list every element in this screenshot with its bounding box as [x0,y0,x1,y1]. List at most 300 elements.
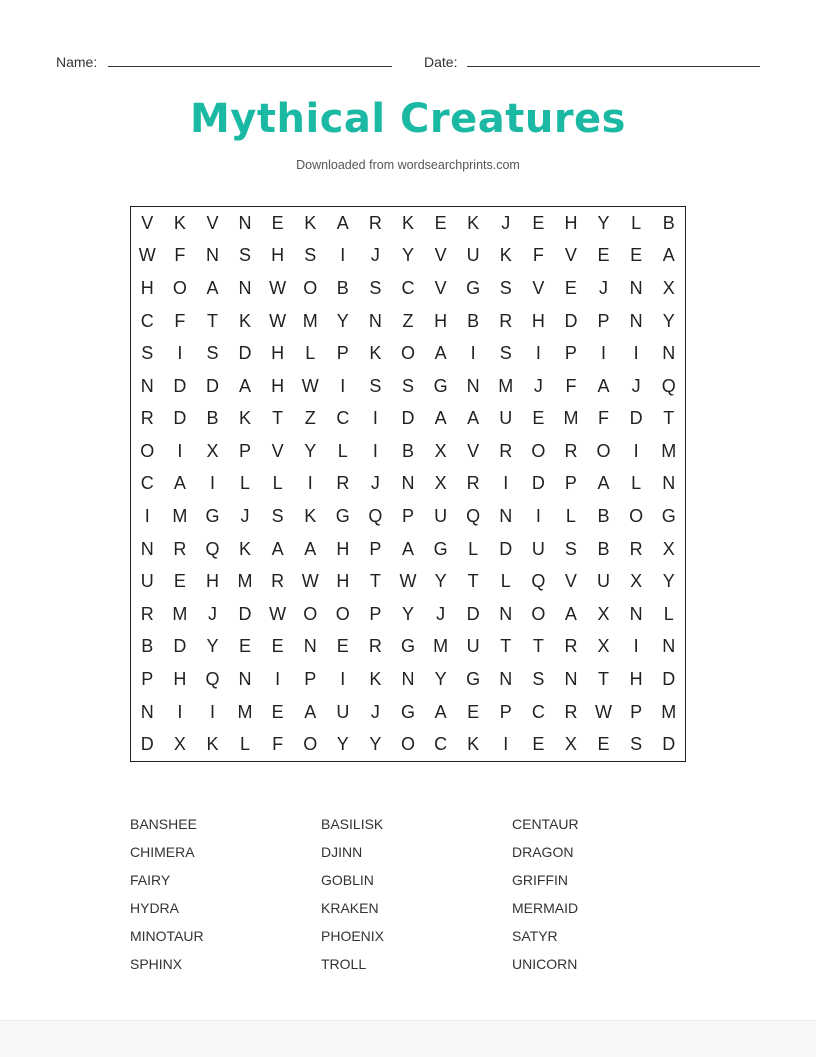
grid-letter[interactable]: O [531,440,546,461]
grid-letter[interactable]: L [240,473,251,494]
grid-letter[interactable]: V [564,245,577,266]
grid-letter[interactable]: V [564,571,577,592]
grid-letter[interactable]: Y [304,440,317,461]
grid-letter[interactable]: T [500,636,512,657]
grid-letter[interactable]: F [598,408,610,429]
grid-letter[interactable]: R [173,538,187,559]
grid-letter[interactable]: E [434,212,447,233]
grid-letter[interactable]: K [206,734,219,755]
grid-letter[interactable]: L [631,473,642,494]
grid-letter[interactable]: W [138,245,156,266]
grid-letter[interactable]: N [499,603,513,624]
grid-letter[interactable]: K [304,506,317,527]
grid-letter[interactable]: A [271,538,284,559]
grid-letter[interactable]: T [598,669,610,690]
grid-letter[interactable]: Y [369,734,382,755]
grid-letter[interactable]: A [467,408,480,429]
grid-letter[interactable]: X [173,734,186,755]
grid-letter[interactable]: O [531,603,546,624]
grid-letter[interactable]: Y [336,310,349,331]
grid-letter[interactable]: N [238,212,252,233]
grid-letter[interactable]: F [174,310,186,331]
grid-letter[interactable]: Y [401,245,414,266]
grid-letter[interactable]: E [467,701,480,722]
grid-letter[interactable]: P [336,343,349,364]
grid-letter[interactable]: Z [402,310,414,331]
grid-letter[interactable]: K [173,212,186,233]
grid-letter[interactable]: X [206,440,219,461]
grid-letter[interactable]: I [633,636,639,657]
grid-letter[interactable]: R [499,440,513,461]
grid-letter[interactable]: B [206,408,219,429]
grid-letter[interactable]: E [564,277,577,298]
grid-letter[interactable]: J [599,277,609,298]
grid-letter[interactable]: M [498,375,514,396]
grid-letter[interactable]: I [503,473,509,494]
grid-letter[interactable]: P [630,701,643,722]
grid-letter[interactable]: W [269,603,287,624]
grid-letter[interactable]: F [565,375,577,396]
grid-letter[interactable]: M [172,506,188,527]
grid-letter[interactable]: X [662,538,675,559]
grid-letter[interactable]: B [597,506,610,527]
grid-letter[interactable]: K [304,212,317,233]
grid-letter[interactable]: S [239,245,252,266]
grid-letter[interactable]: Q [531,571,546,592]
grid-letter[interactable]: K [401,212,414,233]
grid-letter[interactable]: E [271,636,284,657]
grid-letter[interactable]: M [563,408,579,429]
grid-letter[interactable]: M [661,701,677,722]
grid-letter[interactable]: A [434,408,447,429]
grid-letter[interactable]: D [205,375,219,396]
grid-letter[interactable]: L [500,571,511,592]
grid-letter[interactable]: H [271,343,285,364]
grid-letter[interactable]: U [140,571,154,592]
grid-letter[interactable]: H [336,571,350,592]
grid-letter[interactable]: N [238,669,252,690]
grid-letter[interactable]: O [335,603,350,624]
grid-letter[interactable]: N [662,473,676,494]
grid-letter[interactable]: A [336,212,349,233]
grid-letter[interactable]: F [272,734,284,755]
grid-letter[interactable]: D [140,734,154,755]
date-line[interactable] [467,66,760,67]
grid-letter[interactable]: D [238,343,252,364]
grid-letter[interactable]: G [466,669,481,690]
word-list-item: MERMAID [512,900,579,916]
grid-letter[interactable]: V [271,440,284,461]
grid-letter[interactable]: I [601,343,607,364]
grid-letter[interactable]: P [369,538,382,559]
grid-letter[interactable]: N [140,375,154,396]
grid-letter[interactable]: I [633,343,639,364]
grid-letter[interactable]: Y [597,212,610,233]
grid-letter[interactable]: D [238,603,252,624]
grid-letter[interactable]: N [499,506,513,527]
grid-letter[interactable]: I [144,506,150,527]
grid-letter[interactable]: E [532,408,545,429]
grid-letter[interactable]: I [177,701,183,722]
grid-letter[interactable]: R [368,636,382,657]
grid-letter[interactable]: B [597,538,610,559]
grid-letter[interactable]: O [140,440,155,461]
grid-letter[interactable]: O [303,734,318,755]
grid-letter[interactable]: L [468,538,479,559]
grid-letter[interactable]: C [401,277,415,298]
grid-letter[interactable]: P [239,440,252,461]
grid-letter[interactable]: L [337,440,348,461]
grid-letter[interactable]: N [629,310,643,331]
grid-letter[interactable]: K [369,669,382,690]
grid-letter[interactable]: S [304,245,317,266]
grid-letter[interactable]: O [303,277,318,298]
grid-letter[interactable]: D [662,669,676,690]
grid-letter[interactable]: M [433,636,449,657]
word-list-item: SATYR [512,928,558,944]
grid-letter[interactable]: J [436,603,446,624]
grid-letter[interactable]: J [240,506,250,527]
grid-letter[interactable]: I [209,701,215,722]
grid-letter[interactable]: K [467,212,480,233]
grid-letter[interactable]: S [369,375,382,396]
grid-letter[interactable]: P [597,310,610,331]
grid-letter[interactable]: D [531,473,545,494]
grid-letter[interactable]: E [597,245,610,266]
grid-letter[interactable]: Q [466,506,481,527]
grid-letter[interactable]: E [532,212,545,233]
grid-letter[interactable]: N [629,603,643,624]
grid-letter[interactable]: I [503,734,509,755]
grid-letter[interactable]: T [369,571,381,592]
grid-letter[interactable]: E [597,734,610,755]
grid-letter[interactable]: X [434,440,447,461]
grid-letter[interactable]: S [206,343,219,364]
grid-letter[interactable]: N [401,473,415,494]
grid-letter[interactable]: S [401,375,414,396]
grid-letter[interactable]: D [629,408,643,429]
grid-letter[interactable]: T [206,310,218,331]
grid-letter[interactable]: W [269,310,287,331]
grid-letter[interactable]: A [304,538,317,559]
grid-letter[interactable]: G [433,538,448,559]
grid-letter[interactable]: F [174,245,186,266]
grid-letter[interactable]: M [237,701,253,722]
grid-letter[interactable]: Y [662,571,675,592]
grid-letter[interactable]: V [434,245,447,266]
grid-letter[interactable]: C [336,408,350,429]
grid-letter[interactable]: L [631,212,642,233]
grid-letter[interactable]: E [271,701,284,722]
grid-letter[interactable]: W [399,571,417,592]
grid-letter[interactable]: L [240,734,251,755]
grid-letter[interactable]: Y [434,669,447,690]
grid-letter[interactable]: D [173,375,187,396]
grid-letter[interactable]: G [400,636,415,657]
grid-letter[interactable]: O [172,277,187,298]
grid-letter[interactable]: H [434,310,448,331]
grid-letter[interactable]: T [272,408,284,429]
grid-letter[interactable]: P [304,669,317,690]
word-list-item: BASILISK [321,816,384,832]
grid-letter[interactable]: A [434,343,447,364]
grid-letter[interactable]: C [434,734,448,755]
grid-letter[interactable]: J [501,212,511,233]
grid-letter[interactable]: T [663,408,675,429]
grid-letter[interactable]: X [434,473,447,494]
grid-letter[interactable]: P [369,603,382,624]
grid-letter[interactable]: K [499,245,512,266]
grid-letter[interactable]: L [663,603,674,624]
grid-letter[interactable]: R [499,310,513,331]
grid-letter[interactable]: U [466,636,480,657]
grid-letter[interactable]: O [596,440,611,461]
grid-letter[interactable]: D [499,538,513,559]
grid-letter[interactable]: R [140,408,154,429]
grid-letter[interactable]: V [141,212,154,233]
grid-letter[interactable]: V [532,277,545,298]
grid-letter[interactable]: I [340,375,346,396]
grid-letter[interactable]: X [564,734,577,755]
grid-letter[interactable]: K [467,734,480,755]
grid-letter[interactable]: I [340,669,346,690]
grid-letter[interactable]: H [271,375,285,396]
grid-letter[interactable]: I [535,506,541,527]
grid-letter[interactable]: U [499,408,513,429]
word-list-item: UNICORN [512,956,578,972]
grid-letter[interactable]: L [305,343,316,364]
grid-letter[interactable]: S [630,734,643,755]
grid-letter[interactable]: D [173,636,187,657]
grid-letter[interactable]: Y [434,571,447,592]
grid-letter[interactable]: I [633,440,639,461]
grid-letter[interactable]: K [239,408,252,429]
grid-letter[interactable]: K [369,343,382,364]
grid-letter[interactable]: E [173,571,186,592]
grid-letter[interactable]: A [434,701,447,722]
grid-letter[interactable]: G [400,701,415,722]
grid-letter[interactable]: N [564,669,578,690]
grid-letter[interactable]: N [629,277,643,298]
grid-letter[interactable]: P [141,669,154,690]
grid-letter[interactable]: A [304,701,317,722]
grid-letter[interactable]: O [400,734,415,755]
grid-letter[interactable]: L [272,473,283,494]
grid-letter[interactable]: I [307,473,313,494]
grid-letter[interactable]: U [531,538,545,559]
grid-letter[interactable]: I [177,343,183,364]
grid-letter[interactable]: C [531,701,545,722]
grid-letter[interactable]: Q [205,538,220,559]
grid-letter[interactable]: J [370,473,380,494]
grid-letter[interactable]: D [401,408,415,429]
grid-letter[interactable]: R [629,538,643,559]
grid-letter[interactable]: P [401,506,414,527]
grid-letter[interactable]: G [466,277,481,298]
grid-letter[interactable]: J [370,701,380,722]
grid-letter[interactable]: B [662,212,675,233]
grid-letter[interactable]: R [336,473,350,494]
grid-letter[interactable]: G [335,506,350,527]
grid-letter[interactable]: A [662,245,675,266]
grid-letter[interactable]: Y [206,636,219,657]
grid-letter[interactable]: O [400,343,415,364]
grid-letter[interactable]: Q [205,669,220,690]
grid-letter[interactable]: H [271,245,285,266]
grid-letter[interactable]: K [239,310,252,331]
grid-letter[interactable]: B [467,310,480,331]
grid-letter[interactable]: J [533,375,543,396]
grid-letter[interactable]: G [205,506,220,527]
grid-letter[interactable]: H [629,669,643,690]
grid-letter[interactable]: Q [661,375,676,396]
grid-letter[interactable]: A [206,277,219,298]
grid-letter[interactable]: D [466,603,480,624]
grid-letter[interactable]: W [301,571,319,592]
grid-letter[interactable]: I [470,343,476,364]
grid-letter[interactable]: B [336,277,349,298]
grid-letter[interactable]: R [564,440,578,461]
grid-letter[interactable]: S [499,277,512,298]
grid-letter[interactable]: S [499,343,512,364]
grid-letter[interactable]: A [564,603,577,624]
grid-letter[interactable]: R [140,603,154,624]
footer-band [0,1020,816,1057]
grid-letter[interactable]: U [336,701,350,722]
grid-letter[interactable]: O [629,506,644,527]
grid-letter[interactable]: M [172,603,188,624]
grid-letter[interactable]: N [140,538,154,559]
grid-letter[interactable]: R [271,571,285,592]
grid-letter[interactable]: U [597,571,611,592]
grid-letter[interactable]: P [499,701,512,722]
grid-letter[interactable]: I [177,440,183,461]
grid-letter[interactable]: I [372,408,378,429]
grid-letter[interactable]: V [467,440,480,461]
grid-letter[interactable]: E [239,636,252,657]
grid-letter[interactable]: I [275,669,281,690]
grid-letter[interactable]: B [141,636,154,657]
grid-letter[interactable]: P [564,473,577,494]
grid-letter[interactable]: S [271,506,284,527]
grid-letter[interactable]: N [466,375,480,396]
grid-letter[interactable]: H [205,571,219,592]
grid-letter[interactable]: V [434,277,447,298]
grid-letter[interactable]: D [173,408,187,429]
grid-letter[interactable]: E [532,734,545,755]
grid-letter[interactable]: R [564,636,578,657]
grid-letter[interactable]: A [239,375,252,396]
grid-letter[interactable]: Q [368,506,383,527]
grid-letter[interactable]: J [207,603,217,624]
grid-letter[interactable]: M [661,440,677,461]
grid-letter[interactable]: T [467,571,479,592]
grid-letter[interactable]: O [303,603,318,624]
word-search-grid [130,206,686,762]
grid-letter[interactable]: J [631,375,641,396]
grid-letter[interactable]: C [140,310,154,331]
grid-letter[interactable]: P [564,343,577,364]
grid-letter[interactable]: S [532,669,545,690]
grid-letter[interactable]: S [141,343,154,364]
grid-letter[interactable]: M [302,310,318,331]
grid-letter[interactable]: X [597,636,610,657]
grid-letter[interactable]: J [370,245,380,266]
grid-letter[interactable]: K [239,538,252,559]
grid-letter[interactable]: N [238,277,252,298]
grid-letter[interactable]: A [597,473,610,494]
grid-letter[interactable]: S [564,538,577,559]
name-label: Name: [56,54,98,70]
grid-letter[interactable]: Y [401,603,414,624]
grid-letter[interactable]: U [466,245,480,266]
grid-letter[interactable]: A [401,538,414,559]
grid-letter[interactable]: Z [304,408,316,429]
grid-letter[interactable]: E [271,212,284,233]
grid-letter[interactable]: R [564,701,578,722]
grid-letter[interactable]: H [564,212,578,233]
grid-letter[interactable]: H [531,310,545,331]
grid-letter[interactable]: D [564,310,578,331]
grid-letter[interactable]: V [206,212,219,233]
grid-letter[interactable]: A [173,473,186,494]
grid-letter[interactable]: R [466,473,480,494]
name-line[interactable] [108,66,392,67]
grid-letter[interactable]: N [140,701,154,722]
grid-letter[interactable]: Y [336,734,349,755]
grid-letter[interactable]: B [401,440,414,461]
date-label: Date: [424,54,458,70]
grid-letter[interactable]: Y [662,310,675,331]
grid-letter[interactable]: H [173,669,187,690]
grid-letter[interactable]: D [662,734,676,755]
grid-letter[interactable]: H [140,277,154,298]
grid-letter[interactable]: X [662,277,675,298]
grid-letter[interactable]: N [401,669,415,690]
grid-letter[interactable]: U [434,506,448,527]
grid-letter[interactable]: T [532,636,544,657]
grid-letter[interactable]: A [597,375,610,396]
grid-letter[interactable]: F [532,245,544,266]
grid-letter[interactable]: I [209,473,215,494]
grid-letter[interactable]: X [630,571,643,592]
grid-letter[interactable]: I [535,343,541,364]
grid-letter[interactable]: W [595,701,613,722]
grid-letter[interactable]: N [662,636,676,657]
grid-letter[interactable]: C [140,473,154,494]
grid-letter[interactable]: X [597,603,610,624]
grid-letter[interactable]: I [372,440,378,461]
grid-letter[interactable]: N [662,343,676,364]
grid-letter[interactable]: G [661,506,676,527]
grid-letter[interactable]: E [336,636,349,657]
grid-letter[interactable]: H [336,538,350,559]
grid-letter[interactable]: E [630,245,643,266]
grid-letter[interactable]: N [303,636,317,657]
grid-letter[interactable]: W [301,375,319,396]
word-list-item: KRAKEN [321,900,379,916]
grid-letter[interactable]: I [340,245,346,266]
grid-letter[interactable]: M [237,571,253,592]
grid-letter[interactable]: S [369,277,382,298]
grid-letter[interactable]: W [269,277,287,298]
grid-letter[interactable]: R [368,212,382,233]
grid-letter[interactable]: N [205,245,219,266]
grid-letter[interactable]: G [433,375,448,396]
grid-letter[interactable]: N [499,669,513,690]
grid-letter[interactable]: N [368,310,382,331]
grid-letter[interactable]: L [565,506,576,527]
